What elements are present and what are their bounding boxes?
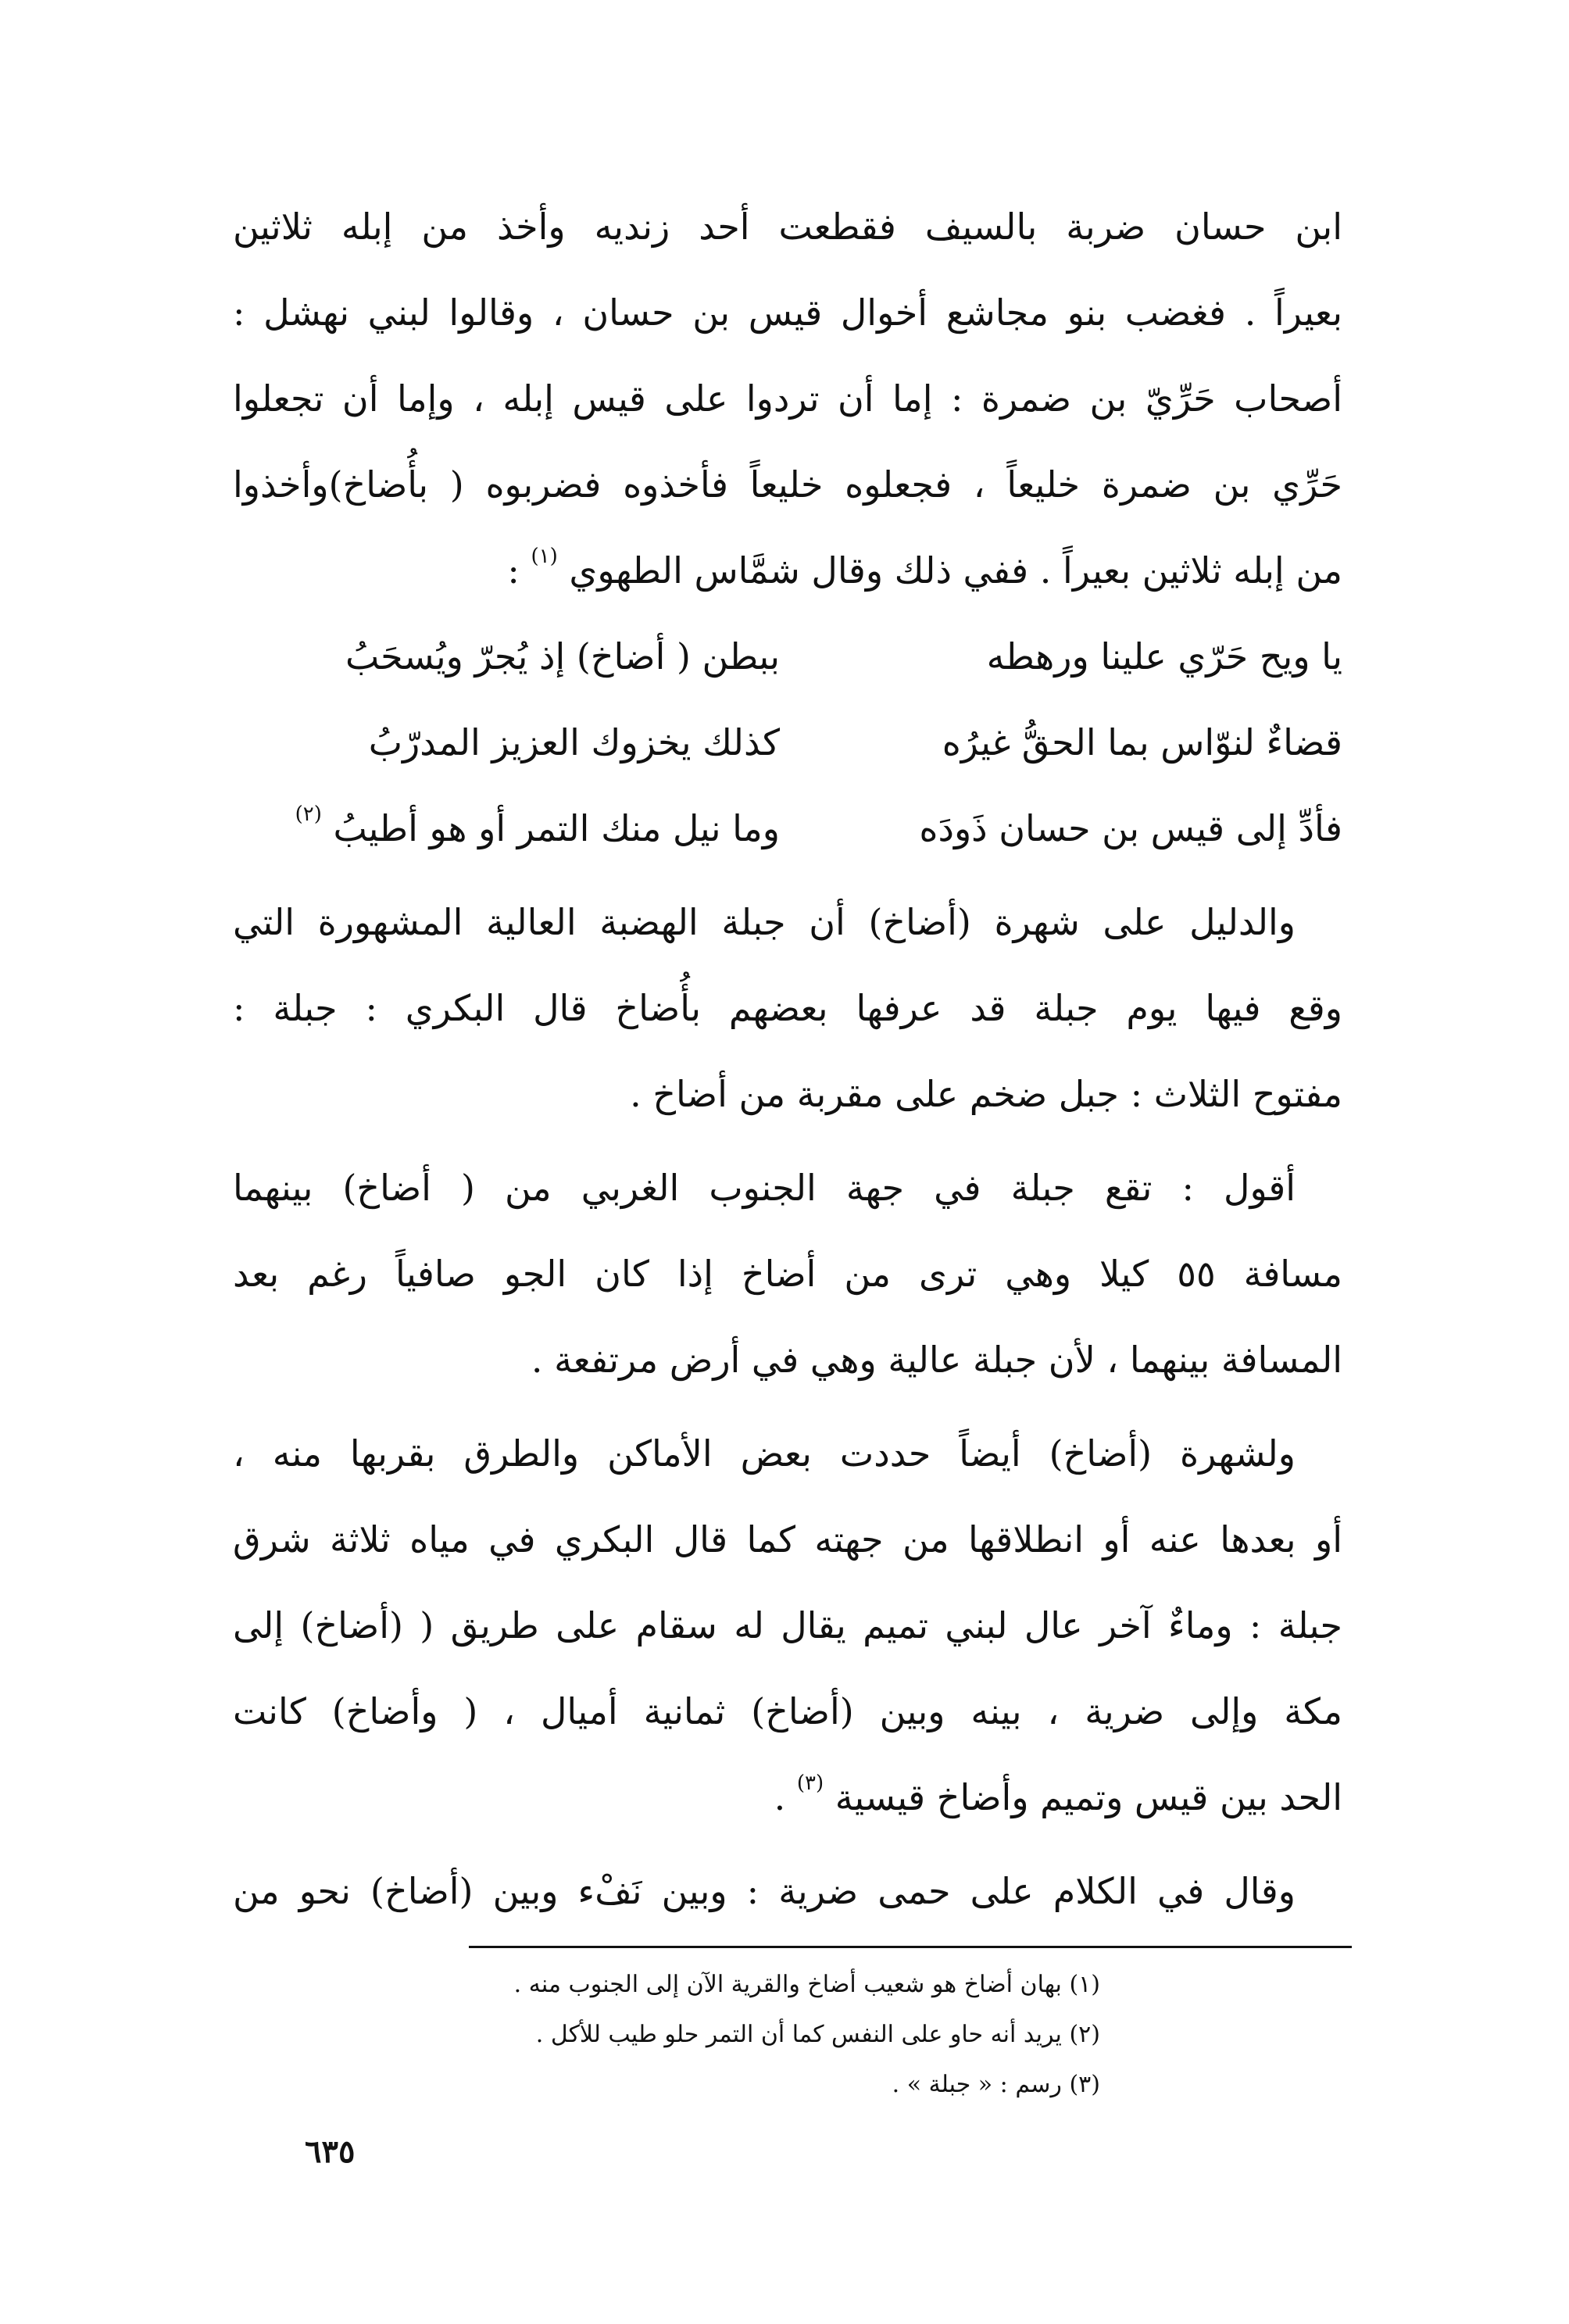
footnote: (٣) رسم : « جبلة » . (892, 2071, 1100, 2098)
hemistich-text: وما نيل منك التمر أو هو أطيبُ (333, 807, 780, 849)
text-line: ولشهرة (أضاخ) أيضاً حددت بعض الأماكن والطرق بقربها منه ، (233, 1432, 1296, 1475)
text-line: حَرِّي بن ضمرة خليعاً ، فجعلوه خليعاً فأخذوه فضربوه ( بأُضاخ)وأخذوا (233, 463, 1342, 506)
footnote-divider (469, 1946, 1352, 1948)
footnote: (٢) يريد أنه حاو على النفس كما أن التمر حلو طيب للأكل . (535, 2021, 1100, 2048)
text-line: المسافة بينهما ، لأن جبلة عالية وهي في أرض مرتفعة . (531, 1339, 1342, 1381)
text-line-content: الحد بين قيس وتميم وأضاخ قيسية (835, 1776, 1342, 1818)
text-line: جبلة : وماءٌ آخر عال لبني تميم يقال له سقام على طريق ( (أضاخ) إلى (233, 1604, 1342, 1646)
text-line: مكة وإلى ضرية ، بينه وبين (أضاخ) ثمانية أميال ، ( وأضاخ) كانت (233, 1690, 1342, 1732)
text-line (233, 524, 1342, 617)
poem-verse (233, 695, 1342, 789)
text-line-tail: . (774, 1776, 786, 1818)
text-line: ابن حسان ضربة بالسيف فقطعت أحد زنديه وأخذ من إبله ثلاثين (233, 206, 1342, 248)
hemistich-first: يا ويح حَرّي علينا ورهطه (986, 635, 1342, 678)
hemistich-second: ببطن ( أضاخ) إذ يُجرّ ويُسحَبُ (345, 635, 780, 678)
text-line: أقول : تقع جبلة في جهة الجنوب الغربي من ( أضاخ) بينهما (233, 1167, 1296, 1209)
text-line: بعيراً . فغضب بنو مجاشع أخوال قيس بن حسان ، وقالوا لبني نهشل : (233, 291, 1342, 334)
text-line: وقال في الكلام على حمى ضرية : وبين نَفْء وبين (أضاخ) نحو من (233, 1870, 1296, 1912)
poem-verse (233, 781, 1342, 875)
text-line: وقع فيها يوم جبلة قد عرفها بعضهم بأُضاخ قال البكري : جبلة : (233, 987, 1342, 1029)
text-line (233, 1750, 1342, 1844)
text-line: مفتوح الثلاث : جبل ضخم على مقربة من أضاخ . (630, 1073, 1342, 1115)
text-line: أو بعدها عنه أو انطلاقها من جهته كما قال البكري في مياه ثلاثة شرق (233, 1518, 1342, 1561)
page-number: ٦٣٥ (305, 2133, 356, 2170)
text-line: أصحاب حَرِّيّ بن ضمرة : إما أن تردوا على قيس إبله ، وإما أن تجعلوا (233, 377, 1342, 420)
footnote-marker: (٢) (295, 803, 322, 826)
text-line-tail: : (507, 549, 520, 592)
text-line: والدليل على شهرة (أضاخ) أن جبلة الهضبة العالية المشهورة التي (233, 901, 1296, 943)
text-line-content: من إبله ثلاثين بعيراً . ففي ذلك وقال شمَّاس الطهوي (569, 549, 1342, 592)
footnote-marker: (١) (531, 545, 558, 568)
footnote: (١) بهان أضاخ هو شعيب أضاخ والقرية الآن إلى الجنوب منه . (513, 1971, 1100, 1998)
hemistich-second (233, 781, 780, 881)
hemistich-first: فأدِّ إلى قيس بن حسان ذَودَه (919, 807, 1342, 849)
text-line: مسافة ٥٥ كيلا وهي ترى من أضاخ إذا كان الجو صافياً رغم بعد (233, 1253, 1342, 1295)
poem-verse (233, 610, 1342, 703)
hemistich-second: كذلك يخزوك العزيز المدرّبُ (368, 721, 780, 763)
hemistich-first: قضاءٌ لنوّاس بما الحقُّ غيرُه (942, 721, 1342, 763)
footnote-marker: (٣) (796, 1772, 824, 1795)
